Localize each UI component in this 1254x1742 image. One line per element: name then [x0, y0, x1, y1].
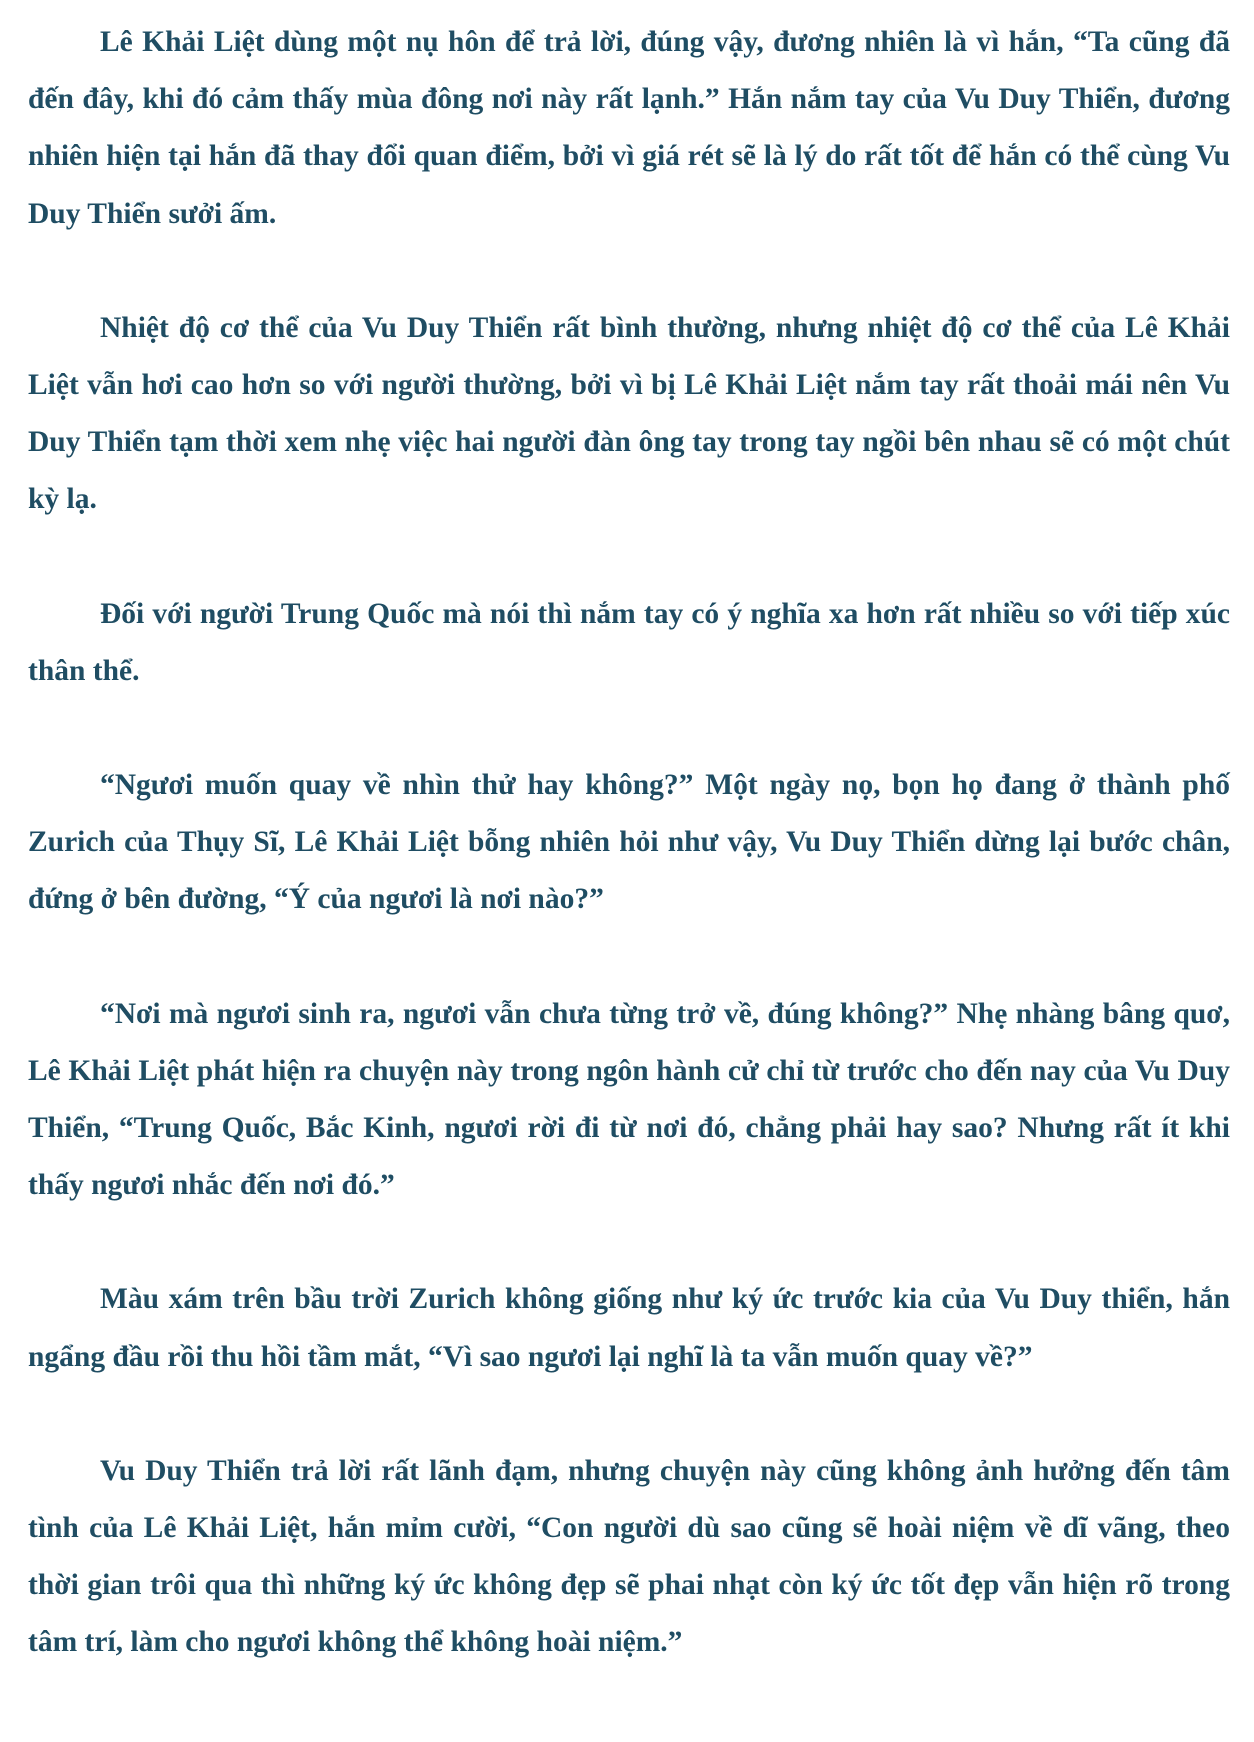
paragraph: Màu xám trên bầu trời Zurich không giống như ký ức trước kia của Vu Duy thiển, hắn ngẩng đầu rồi thu hồi tầm mắt, “Vì sao ngươi lại nghĩ là ta vẫn muốn quay về?” [28, 1283, 1230, 1373]
paragraph: Vu Duy Thiển trả lời rất lãnh đạm, nhưng chuyện này cũng không ảnh hưởng đến tâm tình của Lê Khải Liệt, hắn mỉm cười, “Con người dù sao cũng sẽ hoài niệm về dĩ vãng, theo thời gian trôi qua thì những ký ức không đẹp sẽ phai nhạt còn ký ức tốt đẹp vẫn hiện rõ trong tâm trí, làm cho ngươi không thể không hoài niệm.” [28, 1454, 1230, 1659]
document-page [28, 14, 1230, 1734]
paragraph: “Nơi mà ngươi sinh ra, ngươi vẫn chưa từng trở về, đúng không?” Nhẹ nhàng bâng quơ, Lê Khải Liệt phát hiện ra chuyện này trong ngôn hành cử chỉ từ trước cho đến nay của Vu Duy Thiển, “Trung Quốc, Bắc Kinh, ngươi rời đi từ nơi đó, chẳng phải hay sao? Nhưng rất ít khi thấy ngươi nhắc đến nơi đó.” [28, 997, 1230, 1202]
paragraph: Lê Khải Liệt dùng một nụ hôn để trả lời, đúng vậy, đương nhiên là vì hắn, “Ta cũng đã đến đây, khi đó cảm thấy mùa đông nơi này rất lạnh.” Hắn nắm tay của Vu Duy Thiển, đương nhiên hiện tại hắn đã thay đổi quan điểm, bởi vì giá rét sẽ là lý do rất tốt để hắn có thể cùng Vu Duy Thiển sưởi ấm. [28, 26, 1230, 230]
paragraph: Đối với người Trung Quốc mà nói thì nắm tay có ý nghĩa xa hơn rất nhiều so với tiếp xúc thân thể. [28, 597, 1230, 687]
paragraph: Nhiệt độ cơ thể của Vu Duy Thiển rất bình thường, nhưng nhiệt độ cơ thể của Lê Khải Liệt vẫn hơi cao hơn so với người thường, bởi vì bị Lê Khải Liệt nắm tay rất thoải mái nên Vu Duy Thiển tạm thời xem nhẹ việc hai người đàn ông tay trong tay ngồi bên nhau sẽ có một chút kỳ lạ. [28, 311, 1230, 516]
paragraph: “Ngươi muốn quay về nhìn thử hay không?” Một ngày nọ, bọn họ đang ở thành phố Zurich của Thụy Sĩ, Lê Khải Liệt bỗng nhiên hỏi như vậy, Vu Duy Thiển dừng lại bước chân, đứng ở bên đường, “Ý của ngươi là nơi nào?” [28, 769, 1230, 916]
